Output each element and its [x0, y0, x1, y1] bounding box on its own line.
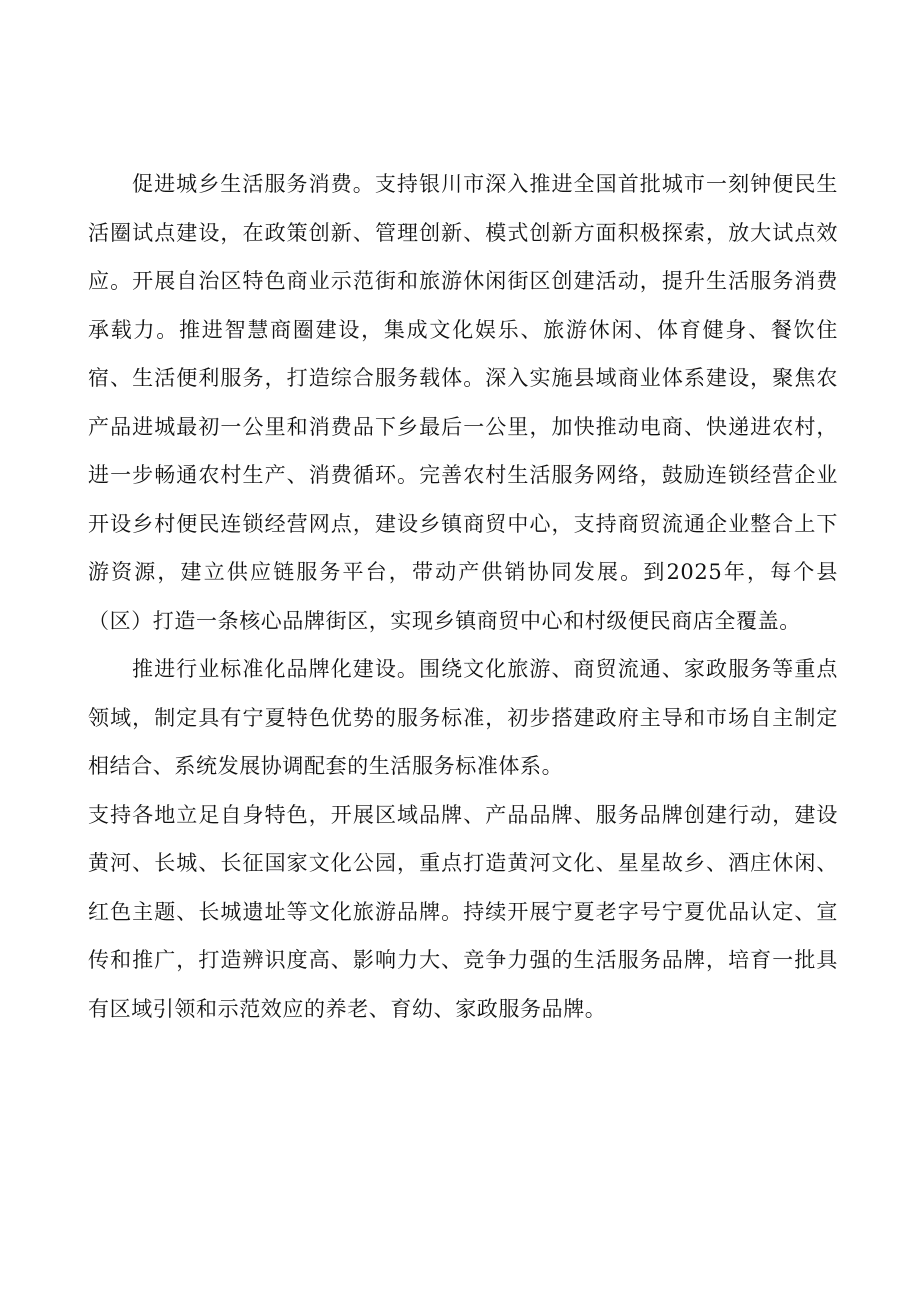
document-body [88, 160, 838, 1033]
paragraph-life-service-consumption: 促进城乡生活服务消费。支持银川市深入推进全国首批城市一刻钟便民生活圈试点建设，在政策创新、管理创新、模式创新方面积极探索，放大试点效应。开展自治区特色商业示范街和旅游休闲街区创建活动，提升生活服务消费承载力。推进智慧商圈建设，集成文化娱乐、旅游休闲、体育健身、餐饮住宿、生活便利服务，打造综合服务载体。深入实施县域商业体系建设，聚焦农产品进城最初一公里和消费品下乡最后一公里，加快推动电商、快递进农村，进一步畅通农村生产、消费循环。完善农村生活服务网络，鼓励连锁经营企业开设乡村便民连锁经营网点，建设乡镇商贸中心，支持商贸流通企业整合上下游资源，建立供应链服务平台，带动产供销协同发展。到2025年，每个县（区）打造一条核心品牌街区，实现乡镇商贸中心和村级便民商店全覆盖。 [88, 172, 838, 633]
paragraph-standardization-branding: 推进行业标准化品牌化建设。围绕文化旅游、商贸流通、家政服务等重点领域，制定具有宁夏特色优势的服务标准，初步搭建政府主导和市场自主制定相结合、系统发展协调配套的生活服务标准体系。 [88, 657, 838, 778]
paragraph-regional-brands: 支持各地立足自身特色，开展区域品牌、产品品牌、服务品牌创建行动，建设黄河、长城、长征国家文化公园，重点打造黄河文化、星星故乡、酒庄休闲、红色主题、长城遗址等文化旅游品牌。持续开展宁夏老字号宁夏优品认定、宣传和推广，打造辨识度高、影响力大、竞争力强的生活服务品牌，培育一批具有区域引领和示范效应的养老、育幼、家政服务品牌。 [88, 802, 838, 1021]
